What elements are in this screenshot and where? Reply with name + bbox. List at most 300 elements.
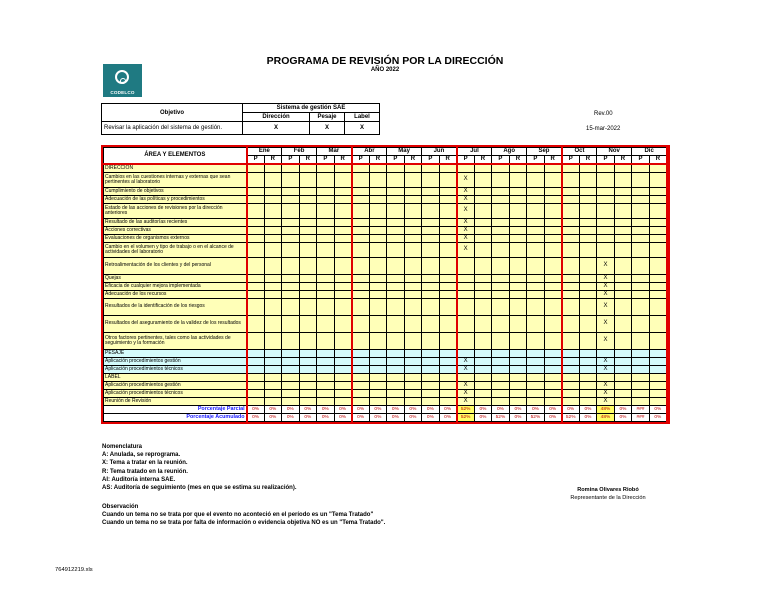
nomenclature-title: Nomenclatura	[102, 444, 143, 450]
schedule-cell	[509, 188, 527, 196]
schedule-cell: X	[597, 275, 615, 283]
percent-cell: 0%	[352, 406, 370, 414]
percent-cell: 0%	[614, 414, 632, 422]
schedule-cell	[597, 350, 615, 358]
schedule-cell	[387, 275, 405, 283]
schedule-cell	[632, 358, 650, 366]
row-label: Adecuación de las políticas y procedimientos	[104, 196, 247, 204]
schedule-cell	[439, 243, 457, 258]
schedule-cell	[299, 299, 317, 316]
schedule-cell	[509, 243, 527, 258]
row-label: Otros factores pertinentes, tales como las actividades de seguimiento y la formación	[104, 333, 247, 350]
schedule-cell	[352, 316, 370, 333]
percent-cell: 0%	[509, 406, 527, 414]
schedule-cell	[492, 283, 510, 291]
schedule-cell	[299, 219, 317, 227]
schedule-cell	[264, 204, 282, 219]
col-direccion: Dirección	[243, 113, 310, 122]
schedule-cell	[422, 333, 440, 350]
page-subtitle-year: AÑO 2022	[370, 67, 400, 73]
codelco-logo	[103, 64, 142, 97]
schedule-cell	[404, 333, 422, 350]
schedule-cell	[299, 196, 317, 204]
schedule-cell	[404, 243, 422, 258]
schedule-cell	[492, 196, 510, 204]
row-label: Cambios en las cuestiones internas y externas que sean pertinentes al laboratorio	[104, 173, 247, 188]
schedule-cell	[282, 173, 300, 188]
row-label: Aplicación procedimientos técnicos	[104, 366, 247, 374]
schedule-cell	[247, 275, 265, 283]
percent-label: Porcentaje Acumulado	[104, 414, 247, 422]
cumulative-percent-row	[104, 414, 668, 422]
row-label: Reunión de Revisión	[104, 398, 247, 406]
schedule-cell	[352, 164, 370, 173]
schedule-cell	[509, 235, 527, 243]
schedule-cell	[247, 164, 265, 173]
schedule-cell	[474, 382, 492, 390]
nomenclature-item: X: Tema a tratar en la reunión.	[102, 460, 188, 467]
schedule-cell	[614, 382, 632, 390]
table-row	[104, 382, 668, 390]
schedule-cell	[492, 398, 510, 406]
month-header: Nov	[597, 148, 632, 156]
schedule-cell	[474, 299, 492, 316]
schedule-cell	[334, 227, 352, 235]
schedule-cell	[387, 398, 405, 406]
schedule-cell	[614, 283, 632, 291]
percent-cell: 0%	[579, 414, 597, 422]
schedule-cell	[492, 204, 510, 219]
schedule-cell	[299, 173, 317, 188]
nomenclature-item: AS: Auditoría de seguimiento (mes en que se estima su realización).	[102, 485, 297, 492]
row-label: Aplicación procedimientos técnicos	[104, 390, 247, 398]
schedule-cell	[474, 291, 492, 299]
schedule-cell	[632, 299, 650, 316]
schedule-cell	[509, 258, 527, 275]
schedule-cell	[404, 235, 422, 243]
schedule-cell	[649, 173, 667, 188]
schedule-cell	[544, 358, 562, 366]
schedule-cell	[264, 398, 282, 406]
schedule-cell	[282, 333, 300, 350]
schedule-cell	[352, 204, 370, 219]
schedule-cell	[299, 188, 317, 196]
schedule-cell	[614, 398, 632, 406]
schedule-cell	[492, 299, 510, 316]
table-row	[104, 390, 668, 398]
percent-cell: 0%	[544, 406, 562, 414]
schedule-cell	[282, 235, 300, 243]
schedule-cell	[562, 164, 580, 173]
schedule-cell	[562, 333, 580, 350]
schedule-cell	[579, 316, 597, 333]
schedule-cell	[457, 299, 475, 316]
table-row	[104, 173, 668, 188]
schedule-cell	[562, 275, 580, 283]
schedule-cell	[544, 227, 562, 235]
percent-cell: 52%	[492, 414, 510, 422]
table-row	[104, 196, 668, 204]
schedule-cell	[264, 291, 282, 299]
plan-header: P	[247, 156, 265, 165]
schedule-cell	[387, 291, 405, 299]
schedule-cell	[369, 283, 387, 291]
schedule-cell	[387, 188, 405, 196]
schedule-cell	[649, 350, 667, 358]
percent-cell: 52%	[562, 414, 580, 422]
percent-cell: 0%	[299, 414, 317, 422]
schedule-cell	[474, 173, 492, 188]
schedule-cell	[299, 333, 317, 350]
table-row	[104, 164, 668, 173]
schedule-cell	[527, 227, 545, 235]
schedule-cell	[264, 164, 282, 173]
percent-cell: 0%	[369, 414, 387, 422]
percent-cell: 52%	[457, 414, 475, 422]
row-label: Retroalimentación de los clientes y del personal	[104, 258, 247, 275]
schedule-cell	[509, 173, 527, 188]
schedule-cell	[562, 366, 580, 374]
schedule-cell	[264, 227, 282, 235]
schedule-cell	[527, 398, 545, 406]
table-row	[104, 333, 668, 350]
schedule-cell	[247, 398, 265, 406]
schedule-cell	[247, 196, 265, 204]
schedule-cell	[282, 398, 300, 406]
table-row	[104, 358, 668, 366]
schedule-cell	[544, 219, 562, 227]
schedule-cell	[317, 283, 335, 291]
schedule-cell	[334, 275, 352, 283]
schedule-cell	[422, 291, 440, 299]
schedule-cell	[282, 188, 300, 196]
table-row	[104, 275, 668, 283]
schedule-cell	[369, 333, 387, 350]
schedule-cell	[632, 188, 650, 196]
percent-cell: 0%	[264, 414, 282, 422]
schedule-cell	[632, 235, 650, 243]
schedule-cell	[474, 366, 492, 374]
schedule-cell	[474, 196, 492, 204]
schedule-cell	[614, 316, 632, 333]
schedule-cell	[299, 283, 317, 291]
schedule-cell	[404, 173, 422, 188]
schedule-cell	[439, 382, 457, 390]
schedule-cell	[387, 382, 405, 390]
schedule-cell	[562, 350, 580, 358]
schedule-cell	[422, 366, 440, 374]
schedule-cell	[282, 283, 300, 291]
schedule-cell	[299, 291, 317, 299]
schedule-cell	[474, 258, 492, 275]
schedule-cell	[387, 350, 405, 358]
done-header: R	[404, 156, 422, 165]
schedule-table	[103, 147, 668, 422]
schedule-cell	[422, 219, 440, 227]
schedule-cell	[317, 382, 335, 390]
schedule-cell	[474, 219, 492, 227]
schedule-cell	[264, 258, 282, 275]
percent-cell: 0%	[422, 406, 440, 414]
schedule-cell	[387, 366, 405, 374]
schedule-cell	[404, 204, 422, 219]
revision-label: Rev.00	[594, 111, 613, 117]
schedule-cell	[282, 164, 300, 173]
schedule-cell	[404, 382, 422, 390]
schedule-cell	[597, 188, 615, 196]
schedule-cell	[579, 299, 597, 316]
schedule-cell	[404, 374, 422, 382]
schedule-cell	[387, 390, 405, 398]
schedule-cell	[492, 219, 510, 227]
table-row	[104, 398, 668, 406]
schedule-cell	[649, 398, 667, 406]
schedule-cell	[369, 188, 387, 196]
row-label: Aplicación procedimientos gestión	[104, 358, 247, 366]
schedule-cell	[649, 291, 667, 299]
schedule-cell	[562, 299, 580, 316]
schedule-cell	[264, 283, 282, 291]
schedule-cell	[317, 291, 335, 299]
month-header: Mar	[317, 148, 352, 156]
schedule-cell	[299, 243, 317, 258]
percent-cell: 0%	[387, 414, 405, 422]
schedule-cell	[247, 173, 265, 188]
schedule-cell	[264, 333, 282, 350]
schedule-cell	[527, 164, 545, 173]
schedule-cell	[422, 227, 440, 235]
schedule-cell	[369, 374, 387, 382]
schedule-cell	[404, 366, 422, 374]
schedule-cell	[457, 283, 475, 291]
schedule-cell	[579, 390, 597, 398]
schedule-cell	[439, 235, 457, 243]
schedule-cell	[317, 227, 335, 235]
schedule-cell	[282, 316, 300, 333]
schedule-cell	[632, 164, 650, 173]
schedule-cell	[474, 243, 492, 258]
schedule-cell	[509, 196, 527, 204]
schedule-cell	[597, 243, 615, 258]
schedule-cell	[334, 235, 352, 243]
percent-cell: 0%	[264, 406, 282, 414]
schedule-cell	[334, 204, 352, 219]
schedule-cell	[649, 275, 667, 283]
plan-header: P	[632, 156, 650, 165]
schedule-cell	[387, 173, 405, 188]
schedule-table-wrapper	[101, 145, 670, 424]
schedule-cell	[544, 374, 562, 382]
schedule-cell	[614, 173, 632, 188]
done-header: R	[299, 156, 317, 165]
schedule-cell	[264, 219, 282, 227]
schedule-cell	[299, 398, 317, 406]
percent-cell: 0%	[404, 406, 422, 414]
schedule-cell	[334, 196, 352, 204]
table-row	[104, 350, 668, 358]
schedule-cell	[282, 258, 300, 275]
schedule-cell	[579, 350, 597, 358]
schedule-cell	[562, 196, 580, 204]
schedule-cell	[614, 243, 632, 258]
schedule-cell	[439, 366, 457, 374]
table-row	[104, 291, 668, 299]
schedule-cell	[404, 164, 422, 173]
schedule-cell	[247, 382, 265, 390]
schedule-cell	[334, 188, 352, 196]
schedule-cell: X	[457, 219, 475, 227]
schedule-cell	[614, 275, 632, 283]
schedule-cell	[422, 358, 440, 366]
schedule-cell	[439, 196, 457, 204]
schedule-cell	[562, 316, 580, 333]
schedule-cell	[649, 235, 667, 243]
row-label: Resultados de la identificación de los riesgos	[104, 299, 247, 316]
table-row	[104, 235, 668, 243]
schedule-cell	[334, 299, 352, 316]
schedule-cell	[369, 204, 387, 219]
logo-mark-icon	[115, 70, 129, 84]
done-header: R	[509, 156, 527, 165]
schedule-cell	[352, 283, 370, 291]
schedule-cell	[632, 316, 650, 333]
schedule-cell	[632, 350, 650, 358]
schedule-cell	[334, 366, 352, 374]
row-label: LABEL	[104, 374, 247, 382]
schedule-cell	[632, 258, 650, 275]
schedule-cell	[597, 227, 615, 235]
percent-cell: 0%	[282, 406, 300, 414]
schedule-cell	[579, 219, 597, 227]
schedule-cell	[509, 333, 527, 350]
schedule-cell	[614, 204, 632, 219]
percent-cell: 0%	[317, 406, 335, 414]
done-header: R	[544, 156, 562, 165]
schedule-cell	[282, 227, 300, 235]
schedule-cell	[369, 196, 387, 204]
schedule-cell	[299, 358, 317, 366]
schedule-cell	[492, 366, 510, 374]
schedule-cell	[544, 316, 562, 333]
schedule-cell	[544, 258, 562, 275]
schedule-cell	[439, 188, 457, 196]
schedule-cell	[387, 283, 405, 291]
plan-header: P	[317, 156, 335, 165]
schedule-cell	[527, 374, 545, 382]
schedule-cell	[317, 366, 335, 374]
percent-cell: 0%	[334, 406, 352, 414]
schedule-cell	[562, 235, 580, 243]
schedule-cell	[509, 316, 527, 333]
schedule-cell: X	[457, 227, 475, 235]
percent-cell: 0%	[474, 406, 492, 414]
schedule-cell	[457, 164, 475, 173]
table-row	[104, 374, 668, 382]
schedule-cell	[422, 173, 440, 188]
schedule-cell	[317, 398, 335, 406]
row-label: PESAJE	[104, 350, 247, 358]
schedule-cell	[492, 358, 510, 366]
schedule-cell	[579, 374, 597, 382]
schedule-cell	[387, 316, 405, 333]
schedule-cell	[474, 316, 492, 333]
schedule-cell	[474, 204, 492, 219]
schedule-cell	[562, 204, 580, 219]
schedule-cell	[299, 227, 317, 235]
schedule-cell	[614, 366, 632, 374]
schedule-cell	[247, 283, 265, 291]
schedule-cell	[614, 164, 632, 173]
schedule-cell	[422, 204, 440, 219]
schedule-cell	[579, 291, 597, 299]
schedule-cell	[457, 291, 475, 299]
percent-cell: 0%	[369, 406, 387, 414]
percent-cell: 0%	[247, 406, 265, 414]
schedule-cell	[597, 374, 615, 382]
schedule-cell	[299, 316, 317, 333]
schedule-cell	[369, 390, 387, 398]
schedule-cell	[544, 382, 562, 390]
schedule-cell	[317, 219, 335, 227]
schedule-cell	[579, 283, 597, 291]
done-header: R	[369, 156, 387, 165]
schedule-cell	[404, 258, 422, 275]
percent-cell: 0%	[614, 406, 632, 414]
schedule-cell	[579, 173, 597, 188]
schedule-cell	[369, 275, 387, 283]
signature-name: Romina Olivares Riobó	[577, 487, 639, 493]
schedule-cell	[474, 164, 492, 173]
table-row	[104, 299, 668, 316]
schedule-cell	[509, 227, 527, 235]
schedule-cell: X	[597, 398, 615, 406]
schedule-cell	[509, 204, 527, 219]
schedule-cell	[527, 316, 545, 333]
percent-cell: 0%	[317, 414, 335, 422]
schedule-cell	[597, 196, 615, 204]
schedule-cell	[439, 291, 457, 299]
schedule-cell	[247, 258, 265, 275]
schedule-cell	[509, 275, 527, 283]
schedule-cell	[614, 299, 632, 316]
schedule-cell	[282, 204, 300, 219]
schedule-cell	[649, 204, 667, 219]
schedule-cell	[317, 275, 335, 283]
table-row	[104, 219, 668, 227]
schedule-cell	[544, 299, 562, 316]
schedule-cell	[509, 382, 527, 390]
schedule-cell	[439, 398, 457, 406]
schedule-cell	[387, 243, 405, 258]
schedule-cell	[352, 219, 370, 227]
schedule-cell	[649, 219, 667, 227]
schedule-cell	[264, 374, 282, 382]
plan-header: P	[352, 156, 370, 165]
schedule-cell	[509, 164, 527, 173]
schedule-cell	[474, 235, 492, 243]
schedule-cell	[317, 196, 335, 204]
schedule-cell	[649, 243, 667, 258]
schedule-cell	[457, 258, 475, 275]
schedule-cell	[509, 219, 527, 227]
schedule-cell	[439, 390, 457, 398]
schedule-cell	[649, 316, 667, 333]
schedule-cell	[422, 350, 440, 358]
table-row	[104, 316, 668, 333]
schedule-cell	[264, 316, 282, 333]
schedule-cell	[369, 366, 387, 374]
schedule-cell	[299, 275, 317, 283]
